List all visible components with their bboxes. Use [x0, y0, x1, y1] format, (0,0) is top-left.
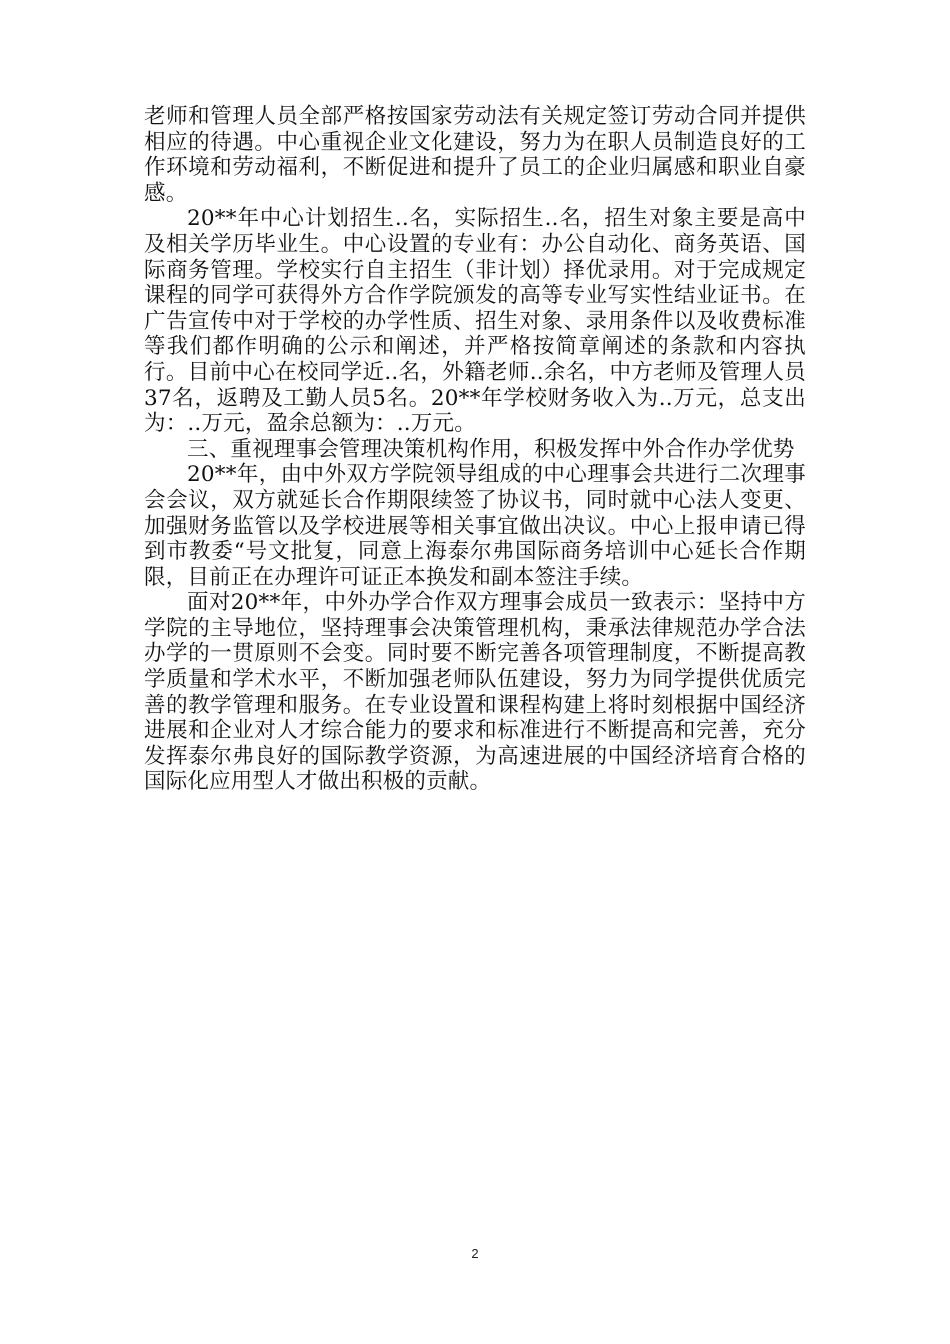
section-heading: 三、重视理事会管理决策机构作用，积极发挥中外合作办学优势 [187, 436, 795, 462]
paragraph-council: 20**年，由中外双方学院领导组成的中心理事会共进行二次理事会会议，双方就延长合作期限续签了协议书，同时就中心法人变更、加强财务监管以及学校进展等相关事宜做出决议。中心上报申请已得到市教委“号文批复，同意上海泰尔弗国际商务培训中心延长合作期限，目前正在办理许可证正本换发和副本签注手续。 [144, 462, 806, 590]
paragraph-enrollment: 20**年中心计划招生..名，实际招生..名，招生对象主要是高中及相关学历毕业生。中心设置的专业有：办公自动化、商务英语、国际商务管理。学校实行自主招生（非计划）择优录用。对于完成规定课程的同学可获得外方合作学院颁发的高等专业写实性结业证书。在广告宣传中对于学校的办学性质、招生对象、录用条件以及收费标准等我们都作明确的公示和阐述，并严格按简章阐述的条款和内容执行。目前中心在校同学近..名，外籍老师..余名，中方老师及管理人员37名，返聘及工勤人员5名。20**年学校财务收入为..万元，总支出为：..万元，盈余总额为：..万元。 [144, 206, 806, 437]
page-number: 2 [471, 1246, 479, 1261]
paragraph-continuation: 老师和管理人员全部严格按国家劳动法有关规定签订劳动合同并提供相应的待遇。中心重视企业文化建设，努力为在职人员制造良好的工作环境和劳动福利，不断促进和提升了员工的企业归属感和职业自豪感。 [144, 104, 806, 206]
paragraph-outlook: 面对20**年，中外办学合作双方理事会成员一致表示：坚持中方学院的主导地位，坚持理事会决策管理机构，秉承法律规范办学合法办学的一贯原则不会变。同时要不断完善各项管理制度，不断提高教学质量和学术水平，不断加强老师队伍建设，努力为同学提供优质完善的教学管理和服务。在专业设置和课程构建上将时刻根据中国经济进展和企业对人才综合能力的要求和标准进行不断提高和完善，充分发挥泰尔弗良好的国际教学资源，为高速进展的中国经济培育合格的国际化应用型人才做出积极的贡献。 [144, 590, 806, 795]
document-body [144, 104, 806, 795]
